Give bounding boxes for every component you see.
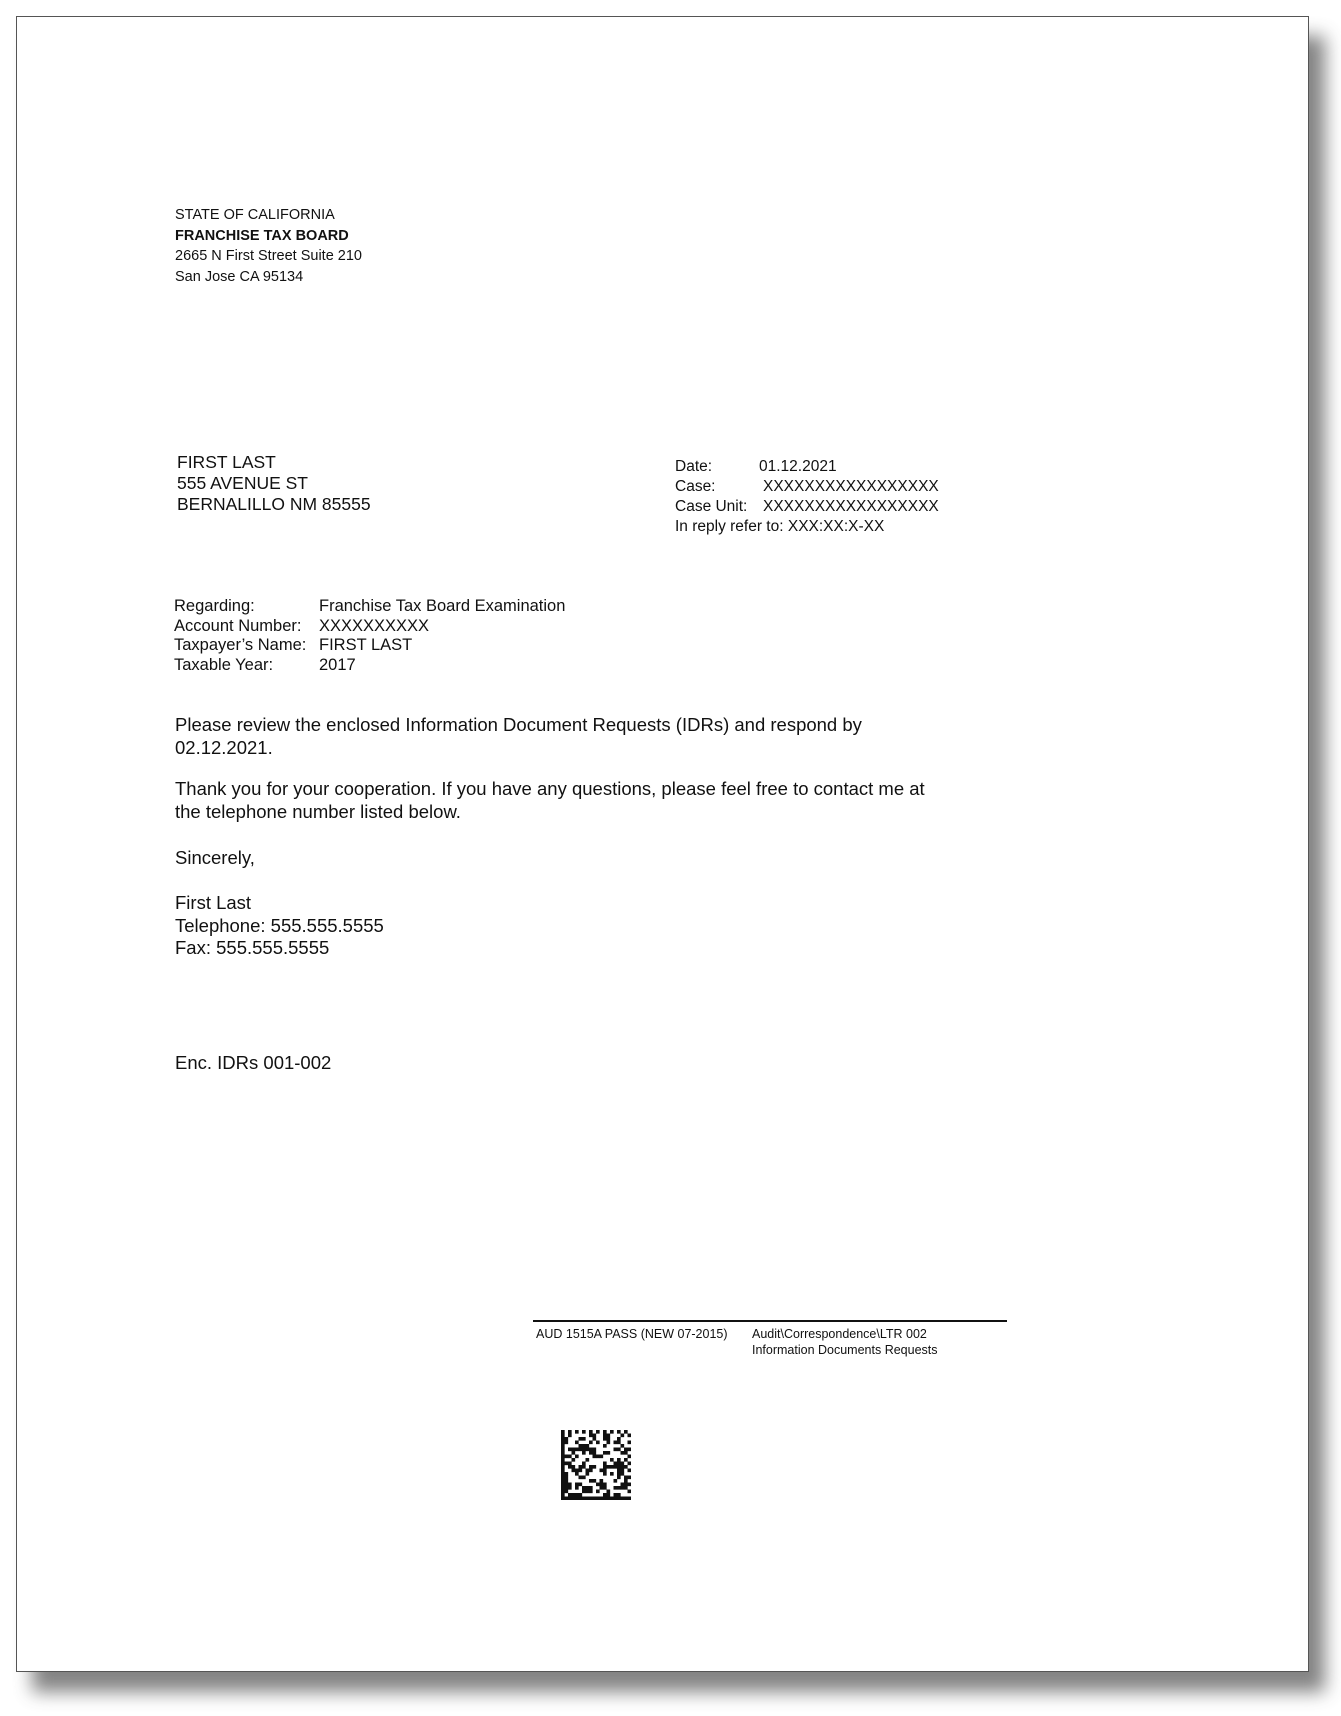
thanks-line-1: Thank you for your cooperation. If you have any questions, please feel free to contact me at — [175, 778, 925, 799]
thanks-paragraph — [175, 778, 935, 823]
request-paragraph — [175, 714, 935, 759]
agency-street: 2665 N First Street Suite 210 — [175, 248, 362, 264]
form-reference — [752, 1326, 938, 1358]
case-unit-label: Case Unit: — [675, 498, 748, 515]
form-path: Audit\Correspondence\LTR 002 — [752, 1327, 927, 1341]
case-unit-value: XXXXXXXXXXXXXXXXX — [763, 498, 939, 515]
date-value: 01.12.2021 — [759, 458, 837, 475]
letter-page — [16, 16, 1309, 1672]
footer-divider — [533, 1320, 1007, 1322]
date-row — [675, 457, 939, 477]
case-info — [675, 457, 939, 537]
recipient-city: BERNALILLO NM 85555 — [177, 494, 371, 514]
account-number-row — [174, 617, 565, 637]
agency-city: San Jose CA 95134 — [175, 268, 304, 285]
request-line-1: Please review the enclosed Information Document Requests (IDRs) and respond by — [175, 714, 862, 735]
form-id: AUD 1515A PASS (NEW 07-2015) — [536, 1327, 728, 1341]
enclosure-note: Enc. IDRs 001-002 — [175, 1052, 332, 1073]
signer-name: First Last — [175, 892, 252, 913]
form-description: Information Documents Requests — [752, 1343, 938, 1357]
signature-block — [175, 892, 935, 960]
thanks-line-2: the telephone number listed below. — [175, 800, 461, 822]
agency-address — [175, 205, 362, 287]
regarding-label: Regarding: — [174, 597, 255, 615]
taxable-year-value: 2017 — [319, 655, 356, 674]
reply-reference: In reply refer to: XXX:XX:X-XX — [675, 518, 885, 535]
taxpayer-name-label: Taxpayer’s Name: — [174, 636, 307, 654]
recipient-street: 555 AVENUE ST — [177, 473, 308, 493]
request-line-2: 02.12.2021. — [175, 736, 273, 758]
signer-fax: Fax: 555.555.5555 — [175, 937, 330, 958]
regarding-value: Franchise Tax Board Examination — [319, 597, 566, 615]
closing: Sincerely, — [175, 847, 255, 868]
recipient-address — [177, 452, 371, 515]
taxpayer-name-row — [174, 636, 565, 656]
account-number-value: XXXXXXXXXX — [319, 616, 430, 635]
case-label: Case: — [675, 478, 716, 495]
regarding-block — [174, 597, 565, 675]
date-label: Date: — [675, 458, 713, 475]
agency-name: FRANCHISE TAX BOARD — [175, 227, 349, 244]
account-number-label: Account Number: — [174, 616, 302, 635]
case-row — [675, 477, 939, 497]
agency-state: STATE OF CALIFORNIA — [175, 207, 335, 223]
case-unit-row — [675, 497, 939, 517]
datamatrix-barcode-icon — [561, 1430, 631, 1500]
taxpayer-name-value: FIRST LAST — [319, 636, 413, 654]
regarding-row — [174, 597, 565, 617]
signer-telephone: Telephone: 555.555.5555 — [175, 914, 384, 936]
taxable-year-label: Taxable Year: — [174, 655, 274, 674]
recipient-name: FIRST LAST — [177, 452, 276, 472]
case-value: XXXXXXXXXXXXXXXXX — [763, 478, 939, 495]
taxable-year-row — [174, 656, 565, 676]
